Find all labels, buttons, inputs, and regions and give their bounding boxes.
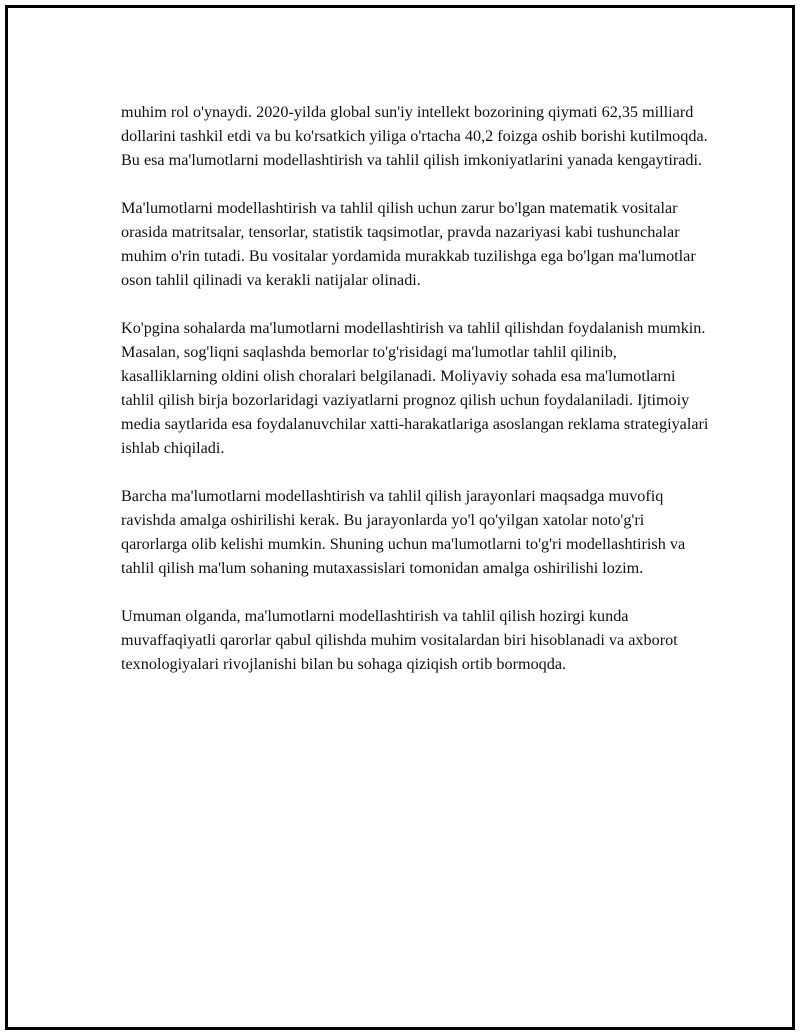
paragraph-5: Umuman olganda, ma'lumotlarni modellashtirish va tahlil qilish hozirgi kunda muvaffaqiyatli qarorlar qabul qilishda muhim vositalardan biri hisoblanadi va axborot texnologiyalari rivojlanishi bilan bu sohaga qiziqish ortib bormoqda. [121, 607, 678, 673]
paragraph-4: Barcha ma'lumotlarni modellashtirish va tahlil qilish jarayonlari maqsadga muvofiq ravishda amalga oshirilishi kerak. Bu jarayonlarda yo'l qo'yilgan xatolar noto'g'ri qarorlarga olib kelishi mumkin. Shuning uchun ma'lumotlarni to'g'ri modellashtirish va tahlil qilish ma'lum sohaning mutaxassislari tomonidan amalga oshirilishi lozim. [121, 487, 686, 577]
document-body [121, 100, 711, 700]
paragraph-3: Ko'pgina sohalarda ma'lumotlarni modellashtirish va tahlil qilishdan foydalanish mumkin. Masalan, sog'liqni saqlashda bemorlar to'g'risidagi ma'lumotlar tahlil qilinib, kasalliklarning oldini olish choralari belgilanadi. Moliyaviy sohada esa ma'lumotlarni tahlil qilish birja bozorlaridagi vaziyatlarni prognoz qilish uchun foydalaniladi. Ijtimoiy media saytlarida esa foydalanuvchilar xatti-harakatlariga asoslangan reklama strategiyalari ishlab chiqiladi. [121, 319, 709, 457]
page-frame [5, 5, 795, 1030]
paragraph-2: Ma'lumotlarni modellashtirish va tahlil qilish uchun zarur bo'lgan matematik vositalar orasida matritsalar, tensorlar, statistik taqsimotlar, pravda nazariyasi kabi tushunchalar muhim o'rin tutadi. Bu vositalar yordamida murakkab tuzilishga ega bo'lgan ma'lumotlar oson tahlil qilinadi va kerakli natijalar olinadi. [121, 199, 696, 289]
paragraph-1: muhim rol o'ynaydi. 2020-yilda global sun'iy intellekt bozorining qiymati 62,35 milliard dollarini tashkil etdi va bu ko'rsatkich yiliga o'rtacha 40,2 foizga oshib borishi kutilmoqda. Bu esa ma'lumotlarni modellashtirish va tahlil qilish imkoniyatlarini yanada kengaytiradi. [121, 103, 708, 169]
